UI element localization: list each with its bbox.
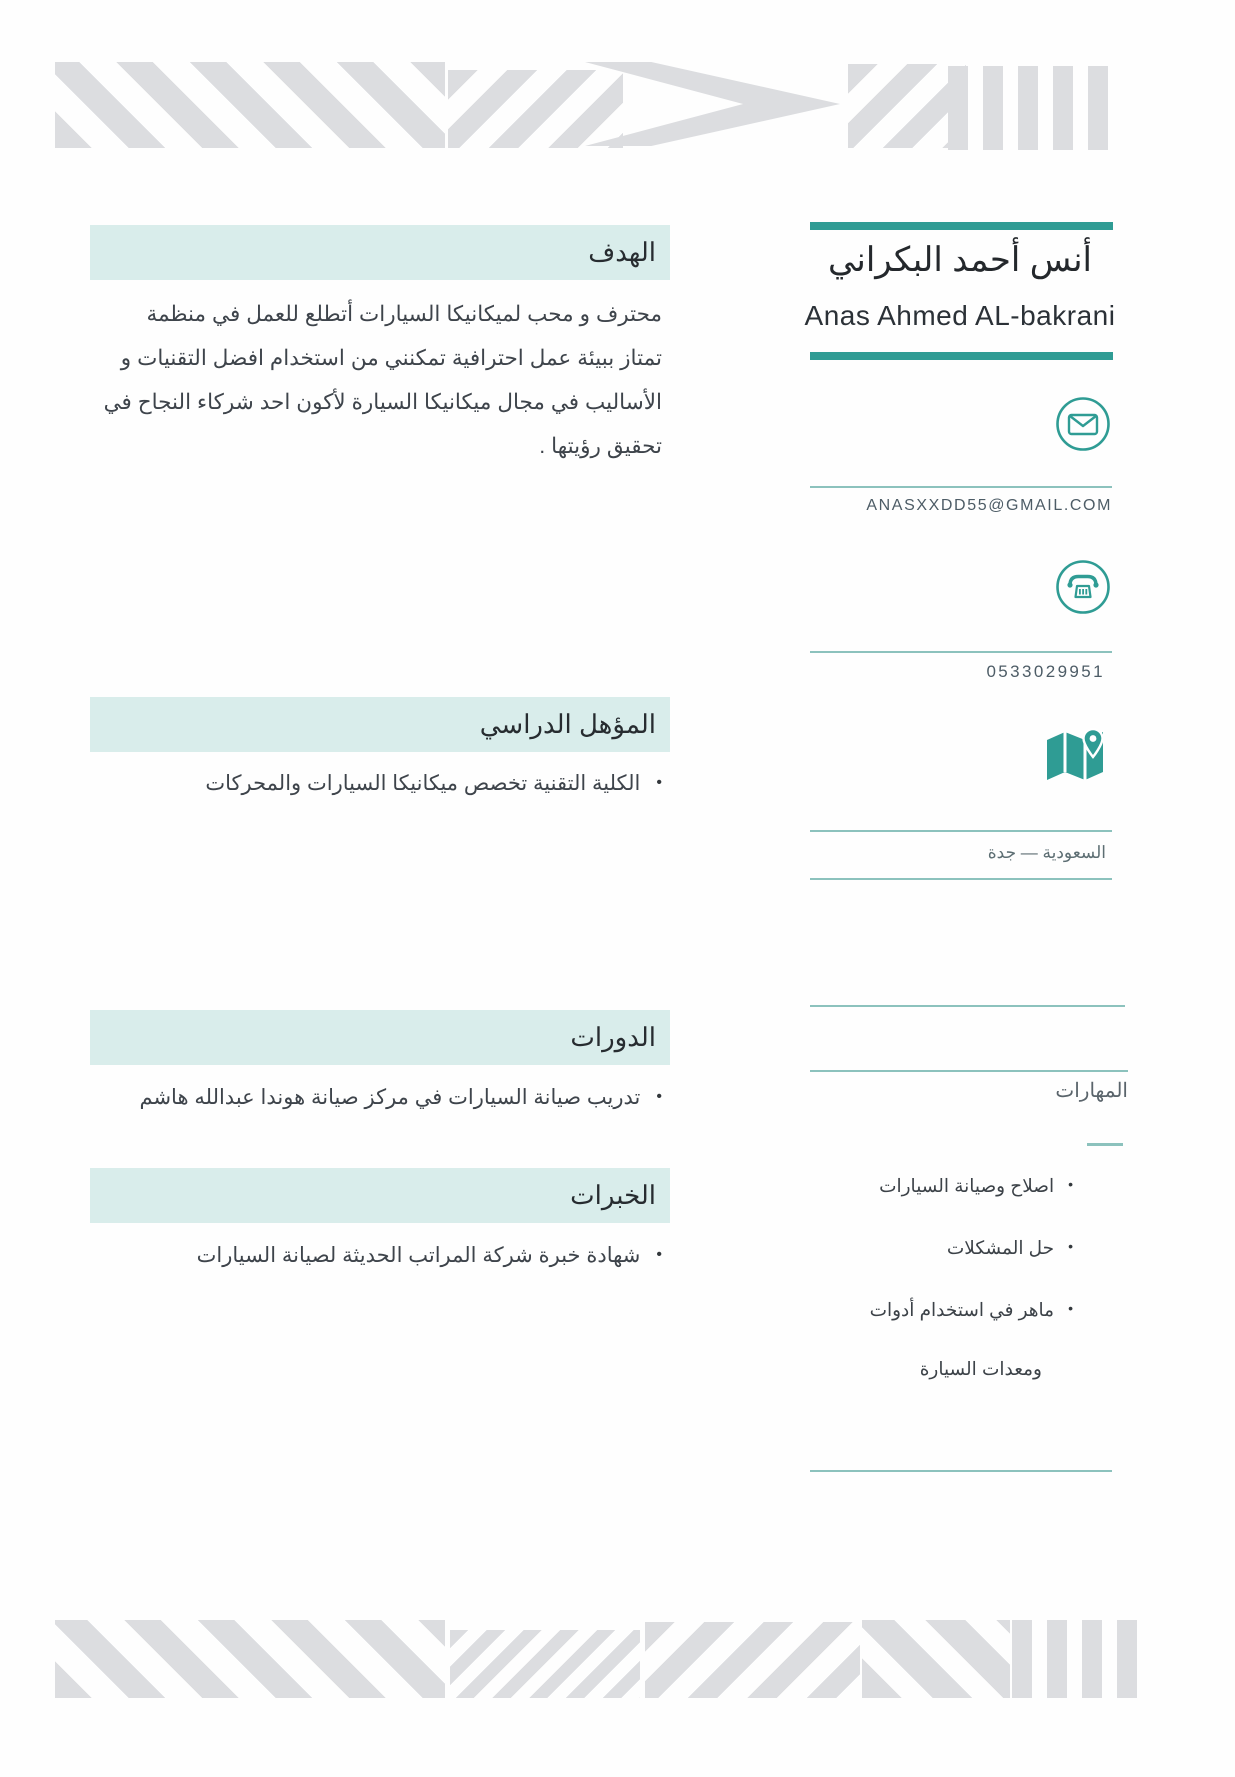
skill-item-label: ماهر في استخدام أدوات <box>869 1299 1055 1320</box>
bottom-backslash-stripes <box>55 1620 445 1698</box>
map-icon <box>1044 728 1108 784</box>
name-divider-bottom <box>810 352 1113 360</box>
email-value: ANASXXDD55@GMAIL.COM <box>866 497 1112 514</box>
location-divider-top <box>810 830 1112 832</box>
course-item-label: تدريب صيانة السيارات في مركز صيانة هوندا عبدالله هاشم <box>139 1086 641 1109</box>
location-value: السعودية — جدة <box>987 843 1106 862</box>
bullet-icon: • <box>1068 1176 1073 1192</box>
bottom-vertical-bars <box>1012 1620 1137 1698</box>
top-forwardslash-stripes <box>448 70 623 148</box>
section-header-objective <box>90 225 670 280</box>
bottom-forwardslash-stripes <box>645 1622 860 1698</box>
section-title: الدورات <box>570 1022 656 1052</box>
skill-item <box>810 1234 1073 1262</box>
experience-item <box>100 1240 662 1273</box>
skill-item <box>810 1296 1073 1324</box>
skill-item <box>810 1172 1073 1200</box>
bullet-icon: • <box>656 774 662 791</box>
name-divider-top <box>810 222 1113 230</box>
skill-item-continuation: ومعدات السيارة <box>919 1358 1042 1379</box>
section-header-education <box>90 697 670 752</box>
sidebar-separator-1 <box>810 1005 1125 1007</box>
phone-icon <box>1054 558 1112 616</box>
location-divider-bottom <box>810 878 1112 880</box>
bottom-arrow-stripes <box>862 1620 1010 1698</box>
sidebar-separator-2 <box>810 1070 1128 1072</box>
section-title: الهدف <box>588 237 656 267</box>
phone-value: 0533029951 <box>986 662 1105 681</box>
objective-paragraph: محترف و محب لميكانيكا السيارات أتطلع للعمل في منظمة تمتاز ببيئة عمل احترافية تمكنني من استخدام افضل التقنيات و الأساليب في مجال ميكانيكا السيارة لأكون احد شركاء النجاح في تحقيق رؤيتها . <box>103 302 662 459</box>
bullet-icon: • <box>1068 1238 1073 1254</box>
section-header-experience <box>90 1168 670 1223</box>
bottom-hatch-stripes <box>450 1630 640 1698</box>
section-header-courses <box>90 1010 670 1065</box>
phone-divider <box>810 651 1112 653</box>
skills-title: المهارات <box>1055 1080 1128 1102</box>
section-title: المؤهل الدراسي <box>479 709 656 739</box>
email-icon <box>1054 395 1112 453</box>
course-item <box>100 1082 662 1115</box>
email-divider <box>810 486 1112 488</box>
top-vertical-bars <box>948 66 1108 150</box>
skills-divider-bottom <box>810 1470 1112 1472</box>
top-arrow-chevron <box>585 62 840 146</box>
education-item-label: الكلية التقنية تخصص ميكانيكا السيارات والمحركات <box>205 772 641 795</box>
name-arabic: أنس أحمد البكراني <box>828 241 1092 279</box>
name-english: Anas Ahmed AL-bakrani <box>804 300 1116 331</box>
top-backslash-stripes <box>55 62 445 148</box>
experience-item-label: شهادة خبرة شركة المراتب الحديثة لصيانة السيارات <box>196 1244 641 1267</box>
bullet-icon: • <box>1068 1300 1073 1316</box>
skills-underline <box>1087 1143 1123 1146</box>
education-item <box>100 768 662 801</box>
skill-item-label: حل المشكلات <box>946 1237 1055 1258</box>
skill-item-label: اصلاح وصيانة السيارات <box>879 1175 1055 1196</box>
bullet-icon: • <box>656 1088 662 1105</box>
section-title: الخبرات <box>570 1180 656 1210</box>
bullet-icon: • <box>656 1246 662 1263</box>
